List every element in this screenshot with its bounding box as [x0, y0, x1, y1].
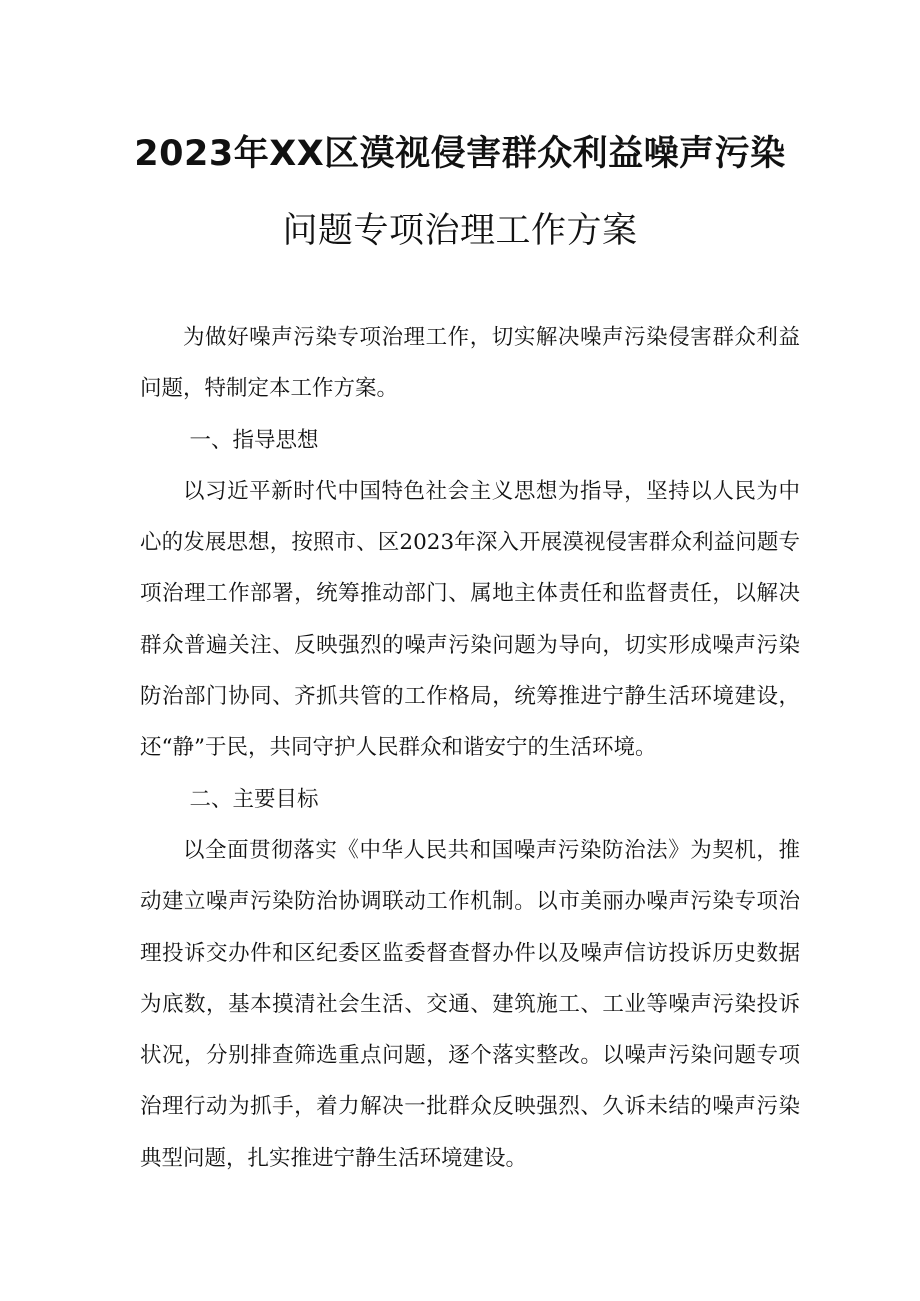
- document-title-line-2: 问题专项治理工作方案: [282, 211, 638, 251]
- section-2-paragraph: 以全面贯彻落实《中华人民共和国噪声污染防治法》为契机，推动建立噪声污染防治协调联动工作机制。以市美丽办噪声污染专项治理投诉交办件和区纪委区监委督查督办件以及噪声信访投诉历史数据为底数，基本摸清社会生活、交通、建筑施工、工业等噪声污染投诉状况，分别排查筛选重点问题，逐个落实整改。以噪声污染问题专项治理行动为抓手，着力解决一批群众反映强烈、久诉未结的噪声污染典型问题，扎实推进宁静生活环境建设。: [140, 837, 800, 1171]
- intro-paragraph: 为做好噪声污染专项治理工作，切实解决噪声污染侵害群众利益问题，特制定本工作方案。: [140, 325, 800, 402]
- section-1-paragraph: 以习近平新时代中国特色社会主义思想为指导，坚持以人民为中心的发展思想，按照市、区2023年深入开展漠视侵害群众利益问题专项治理工作部署，统筹推动部门、属地主体责任和监督责任，以解决群众普遍关注、反映强烈的噪声污染问题为导向，切实形成噪声污染防治部门协同、齐抓共管的工作格局，统筹推进宁静生活环境建设，还“静”于民，共同守护人民群众和谐安宁的生活环境。: [140, 478, 800, 761]
- section-1-heading: 一、指导思想: [189, 427, 319, 453]
- document-title-line-1: 2023年XX区漠视侵害群众利益噪声污染: [134, 134, 786, 174]
- document-body: [140, 312, 800, 1184]
- section-2-heading: 二、主要目标: [189, 786, 319, 812]
